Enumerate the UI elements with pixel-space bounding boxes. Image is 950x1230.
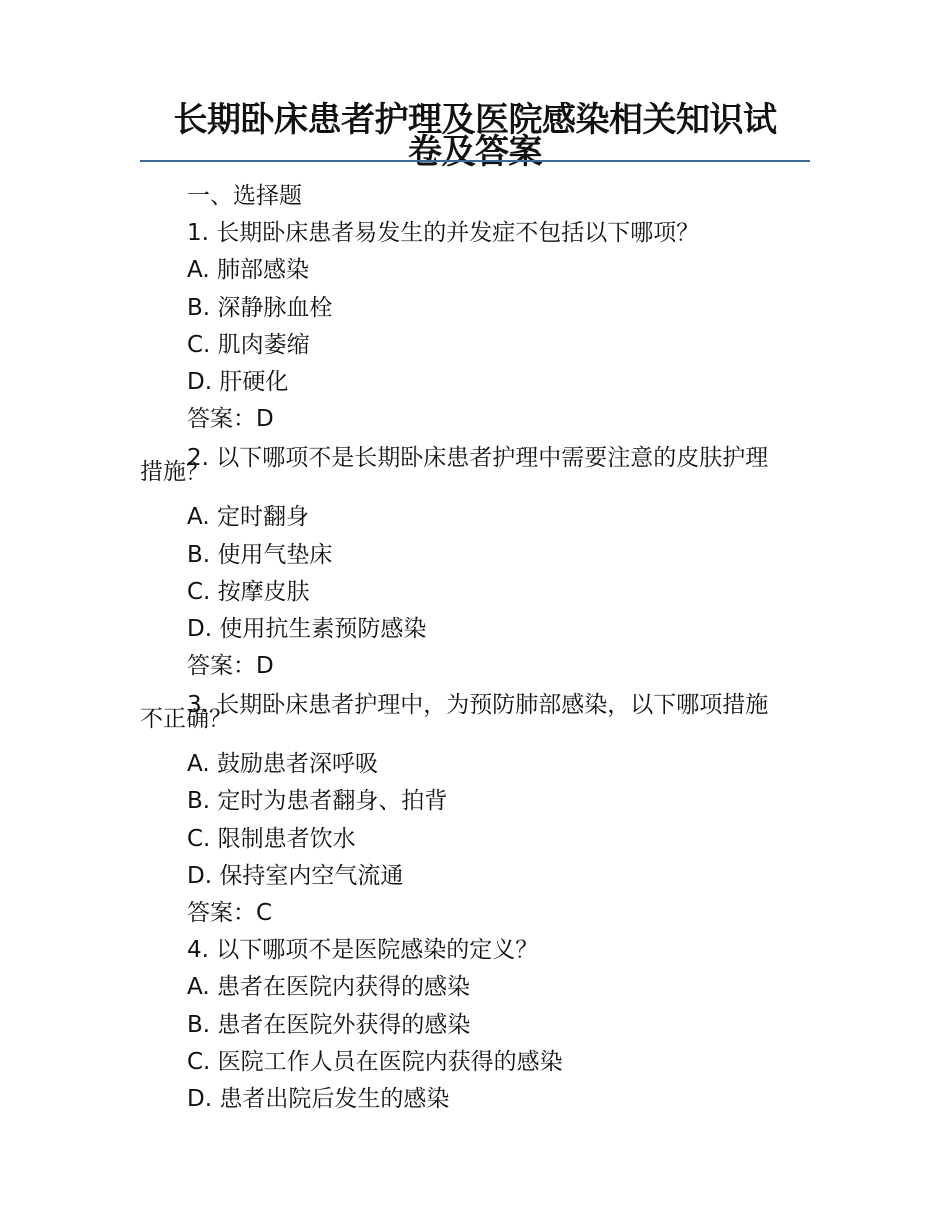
section-heading: 一、选择题 xyxy=(187,183,302,209)
question-4-option-a: A. 患者在医院内获得的感染 xyxy=(187,974,470,1001)
question-2-stem xyxy=(140,438,810,499)
question-1-option-b: B. 深静脉血栓 xyxy=(187,294,333,321)
question-3-option-c: C. 限制患者饮水 xyxy=(187,825,356,852)
question-2-option-d: D. 使用抗生素预防感染 xyxy=(187,615,427,642)
question-2-answer: 答案：D xyxy=(187,653,274,680)
question-2-option-c: C. 按摩皮肤 xyxy=(187,578,310,605)
question-4-option-c: C. 医院工作人员在医院内获得的感染 xyxy=(187,1048,563,1075)
question-4-stem: 4. 以下哪项不是医院感染的定义？ xyxy=(187,937,539,964)
question-3-stem-line-1: 3. 长期卧床患者护理中，为预防肺部感染，以下哪项措施 xyxy=(187,692,769,719)
document-title xyxy=(140,100,810,172)
question-3-answer: 答案：C xyxy=(187,900,273,926)
question-1-answer: 答案：D xyxy=(187,406,274,433)
document-body xyxy=(140,178,810,1118)
title-underline xyxy=(140,160,810,162)
title-line-1: 长期卧床患者护理及医院感染相关知识试 xyxy=(173,100,777,140)
question-3-option-d: D. 保持室内空气流通 xyxy=(187,862,404,889)
question-2-stem-line-1: 2. 以下哪项不是长期卧床患者护理中需要注意的皮肤护理 xyxy=(187,445,769,472)
question-1-option-d: D. 肝硬化 xyxy=(187,368,289,395)
question-4-option-d: D. 患者出院后发生的感染 xyxy=(187,1085,450,1112)
question-3-option-a: A. 鼓励患者深呼吸 xyxy=(187,751,378,778)
question-1-stem: 1. 长期卧床患者易发生的并发症不包括以下哪项？ xyxy=(187,220,700,247)
title-line-2: 卷及答案 xyxy=(408,132,542,172)
question-1-option-a: A. 肺部感染 xyxy=(187,257,309,284)
question-3-stem xyxy=(140,685,810,746)
question-3-stem-line-2: 不正确？ xyxy=(140,706,232,733)
question-2-option-b: B. 使用气垫床 xyxy=(187,541,333,568)
question-2-stem-line-2: 措施？ xyxy=(140,459,209,486)
question-3-option-b: B. 定时为患者翻身、拍背 xyxy=(187,788,448,815)
question-4-option-b: B. 患者在医院外获得的感染 xyxy=(187,1011,471,1038)
question-2-option-a: A. 定时翻身 xyxy=(187,504,309,531)
question-1-option-c: C. 肌肉萎缩 xyxy=(187,331,310,358)
